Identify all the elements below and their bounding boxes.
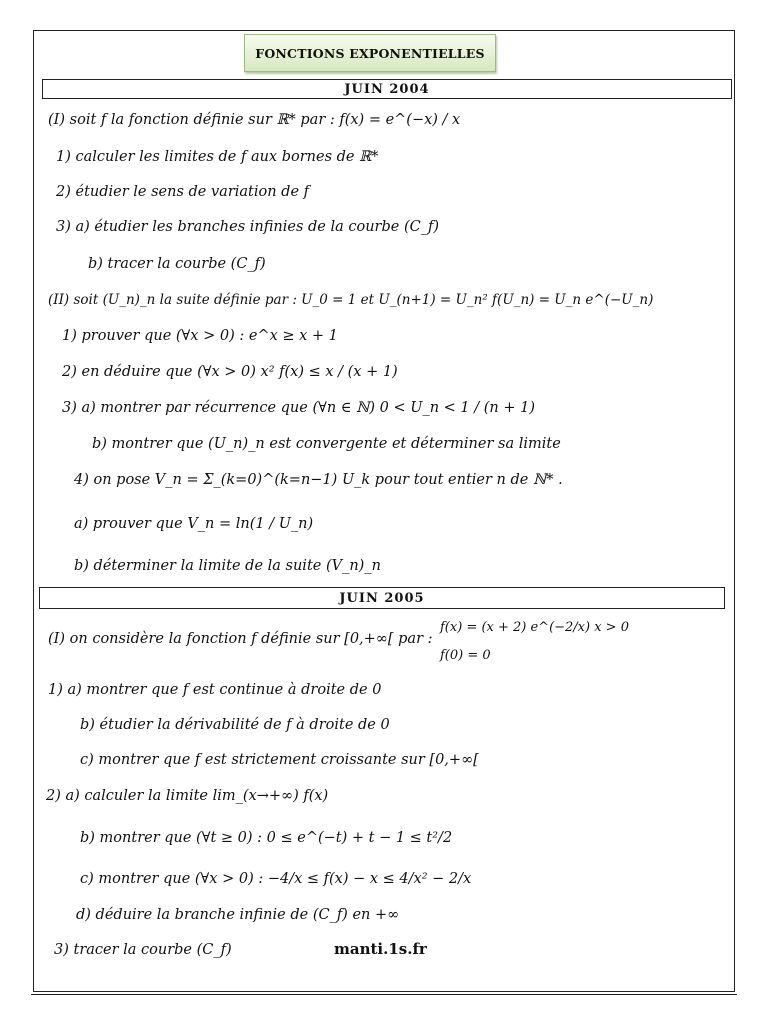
system-line: f(0) = 0 — [440, 648, 491, 663]
exercise-line: d) déduire la branche infinie de (C_f) en +∞ — [76, 907, 400, 923]
exercise-line: 2) a) calculer la limite lim_(x→+∞) f(x) — [46, 788, 329, 804]
section-header-2004 — [42, 79, 732, 99]
footer-site: manti.1s.fr — [334, 940, 427, 958]
section-title: JUIN 2005 — [339, 590, 425, 606]
exercise-line: 1) a) montrer que f est continue à droite de 0 — [48, 682, 382, 698]
exercise-line: c) montrer que (∀x > 0) : −4/x ≤ f(x) − x ≤ 4/x² − 2/x — [80, 871, 472, 887]
exercise-line: 2) en déduire que (∀x > 0) x² f(x) ≤ x / (x + 1) — [62, 364, 398, 380]
exercise-line: 2) étudier le sens de variation de f — [56, 184, 310, 200]
exercise-line: b) étudier la dérivabilité de f à droite de 0 — [80, 717, 390, 733]
section-title: JUIN 2004 — [344, 81, 430, 97]
exercise-line: 3) tracer la courbe (C_f) — [54, 942, 232, 958]
exercise-line: b) montrer que (∀t ≥ 0) : 0 ≤ e^(−t) + t − 1 ≤ t²/2 — [80, 830, 453, 846]
exercise-line: 3) a) étudier les branches infinies de la courbe (C_f) — [56, 219, 439, 235]
exercise-line: 4) on pose V_n = Σ_(k=0)^(k=n−1) U_k pour tout entier n de ℕ* . — [74, 472, 563, 488]
document-title-text: FONCTIONS EXPONENTIELLES — [255, 45, 485, 61]
exercise-line: 1) prouver que (∀x > 0) : e^x ≥ x + 1 — [62, 328, 338, 344]
exercise-line: (I) on considère la fonction f définie sur [0,+∞[ par : — [48, 631, 433, 647]
exercise-line: 3) a) montrer par récurrence que (∀n ∈ ℕ) 0 < U_n < 1 / (n + 1) — [62, 400, 536, 416]
section-header-2005 — [39, 587, 725, 609]
exercise-line: b) déterminer la limite de la suite (V_n)_n — [74, 558, 381, 574]
exercise-line: a) prouver que V_n = ln(1 / U_n) — [74, 516, 314, 532]
exercise-line: (II) soit (U_n)_n la suite définie par : U_0 = 1 et U_(n+1) = U_n² f(U_n) = U_n e^(−U_n) — [48, 292, 654, 308]
bottom-rule — [31, 994, 737, 995]
system-line: f(x) = (x + 2) e^(−2/x) x > 0 — [440, 620, 629, 635]
exercise-line: b) montrer que (U_n)_n est convergente et déterminer sa limite — [92, 436, 561, 452]
exercise-line: c) montrer que f est strictement croissante sur [0,+∞[ — [80, 752, 479, 768]
exercise-line: (I) soit f la fonction définie sur ℝ* par : f(x) = e^(−x) / x — [48, 112, 461, 128]
exercise-line: b) tracer la courbe (C_f) — [88, 256, 266, 272]
document-title — [244, 34, 496, 72]
exercise-line: 1) calculer les limites de f aux bornes de ℝ* — [56, 149, 379, 165]
